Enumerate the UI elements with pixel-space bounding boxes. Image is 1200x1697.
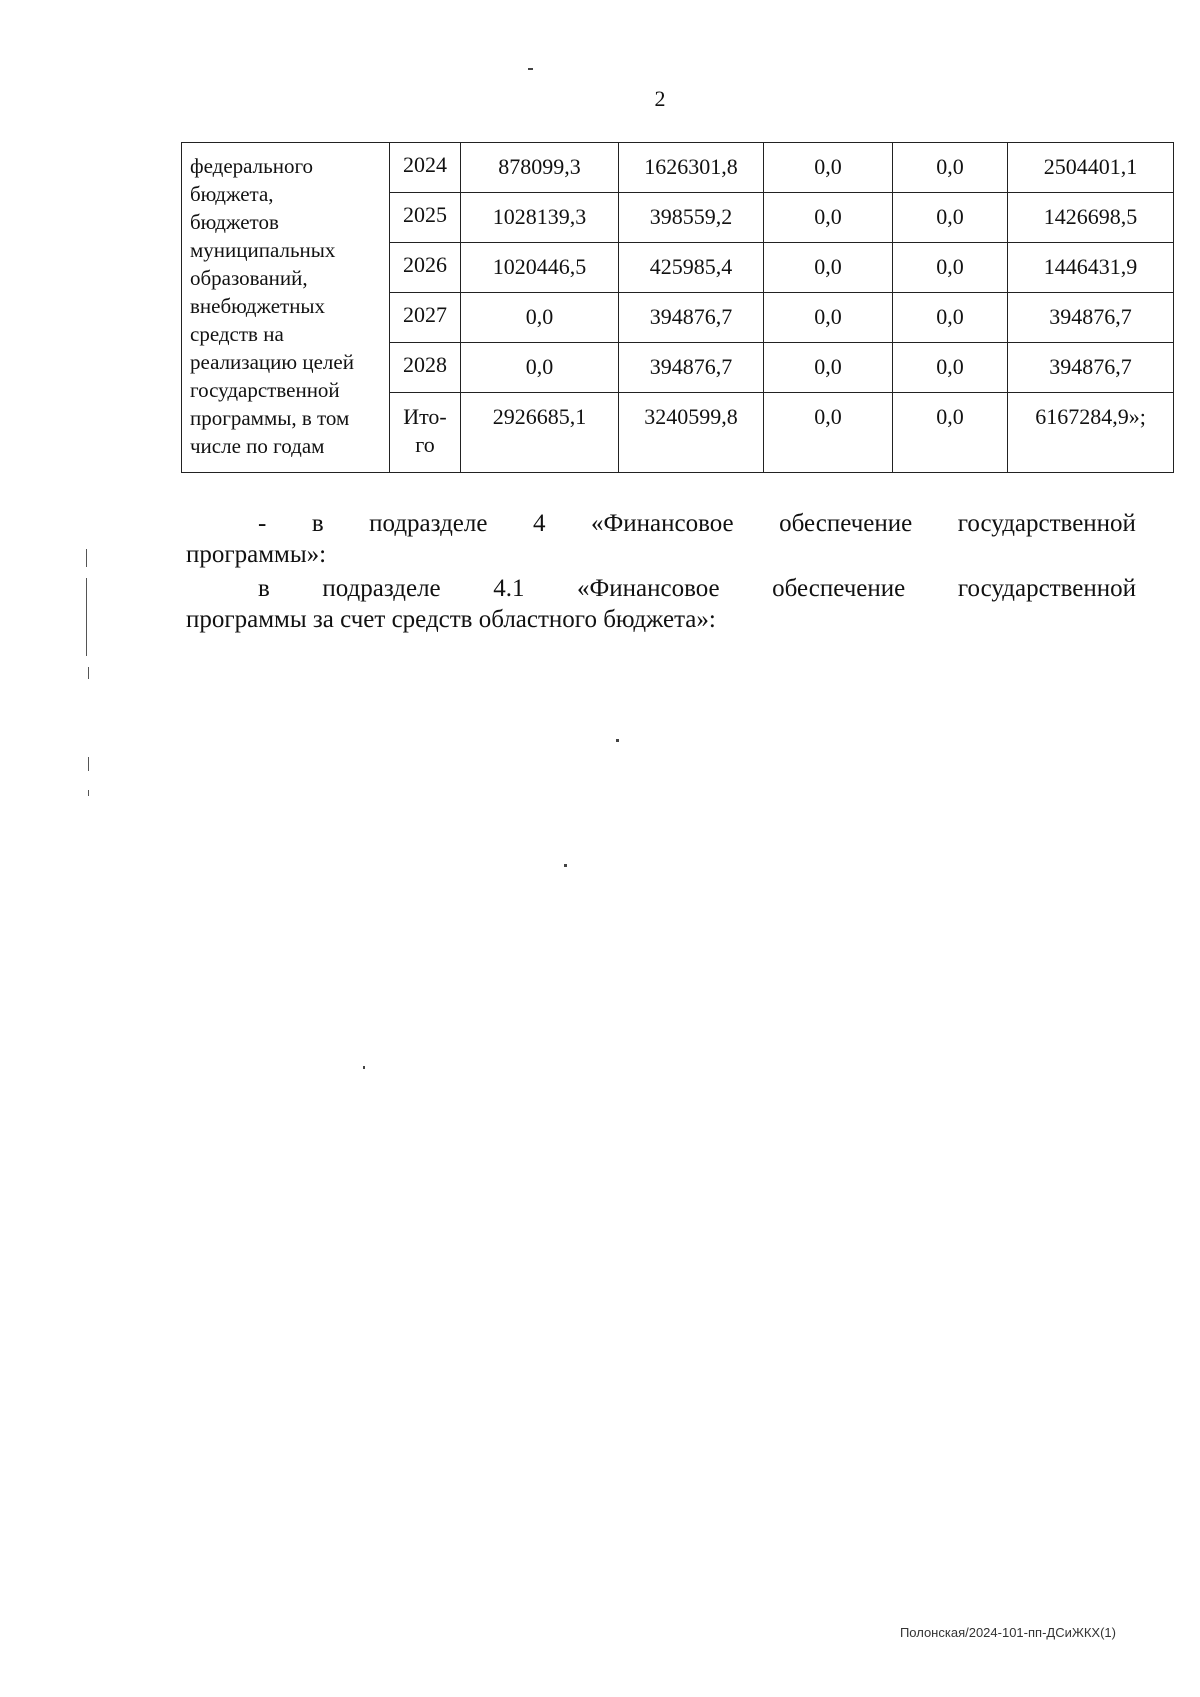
scan-speck [528, 68, 533, 70]
word: в [258, 575, 270, 602]
value-cell: 0,0 [764, 143, 893, 193]
total-value-cell: 6167284,9»; [1008, 393, 1174, 473]
year-cell: 2028 [390, 343, 461, 393]
value-cell: 398559,2 [619, 193, 764, 243]
label-line: числе по годам [190, 434, 325, 458]
value-cell: 2504401,1 [1008, 143, 1174, 193]
label-line: бюджета, [190, 182, 274, 206]
total-value-cell: 2926685,1 [461, 393, 619, 473]
value-cell: 878099,3 [461, 143, 619, 193]
total-value-cell: 0,0 [893, 393, 1008, 473]
word: «Финансовое [577, 575, 720, 602]
label-line: средств на [190, 322, 284, 346]
value-cell: 394876,7 [619, 293, 764, 343]
word: государственной [957, 575, 1136, 602]
word: в [311, 510, 324, 537]
margin-mark [88, 757, 89, 771]
total-value-cell: 3240599,8 [619, 393, 764, 473]
table-row-label [182, 143, 390, 473]
word: «Финансовое [591, 510, 734, 537]
value-cell: 1446431,9 [1008, 243, 1174, 293]
page-number: 2 [654, 86, 666, 111]
paragraph-line: программы»: [186, 541, 327, 568]
year-cell: 2025 [390, 193, 461, 243]
value-cell: 0,0 [893, 143, 1008, 193]
label-line: внебюджетных [190, 294, 326, 318]
value-cell: 1020446,5 [461, 243, 619, 293]
margin-mark [88, 667, 89, 679]
scan-speck [363, 1066, 365, 1069]
word: 4.1 [493, 575, 525, 602]
value-cell: 0,0 [764, 243, 893, 293]
scan-speck [616, 739, 619, 742]
value-cell: 0,0 [893, 243, 1008, 293]
word: - [258, 510, 267, 537]
total-label-line: Ито- [403, 404, 447, 429]
value-cell: 0,0 [893, 293, 1008, 343]
margin-mark [86, 549, 87, 567]
year-cell: 2027 [390, 293, 461, 343]
total-value-cell: 0,0 [764, 393, 893, 473]
value-cell: 394876,7 [619, 343, 764, 393]
label-line: федерального [190, 154, 314, 178]
paragraph-line [186, 573, 1136, 604]
budget-table [181, 142, 1174, 473]
footer-reference: Полонская/2024-101-пп-ДСиЖКХ(1) [899, 1625, 1116, 1640]
total-label-line: го [415, 432, 435, 457]
label-line: бюджетов [190, 210, 279, 234]
paragraph-line: программы за счет средств областного бюджета»: [186, 606, 716, 633]
value-cell: 0,0 [764, 343, 893, 393]
table-row [182, 143, 1174, 193]
year-cell: 2026 [390, 243, 461, 293]
year-cell: 2024 [390, 143, 461, 193]
scan-speck [564, 864, 567, 867]
value-cell: 425985,4 [619, 243, 764, 293]
label-line: реализацию целей [190, 350, 354, 374]
value-cell: 0,0 [461, 293, 619, 343]
value-cell: 0,0 [893, 193, 1008, 243]
value-cell: 1626301,8 [619, 143, 764, 193]
label-line: муниципальных [190, 238, 336, 262]
word: 4 [532, 510, 546, 537]
value-cell: 0,0 [764, 293, 893, 343]
value-cell: 394876,7 [1008, 343, 1174, 393]
value-cell: 0,0 [764, 193, 893, 243]
value-cell: 0,0 [461, 343, 619, 393]
word: государственной [957, 510, 1136, 537]
margin-mark [88, 790, 89, 796]
label-line: программы, в том [190, 406, 350, 430]
paragraph-subsection-4 [186, 508, 1136, 570]
paragraph-subsection-4-1 [186, 573, 1136, 635]
value-cell: 1028139,3 [461, 193, 619, 243]
value-cell: 394876,7 [1008, 293, 1174, 343]
value-cell: 1426698,5 [1008, 193, 1174, 243]
label-line: государственной [190, 378, 340, 402]
year-cell-total [390, 393, 461, 473]
word: подразделе [322, 575, 441, 602]
paragraph-line [186, 508, 1136, 539]
word: подразделе [369, 510, 488, 537]
value-cell: 0,0 [893, 343, 1008, 393]
word: обеспечение [779, 510, 913, 537]
word: обеспечение [772, 575, 906, 602]
margin-mark [86, 578, 87, 656]
label-line: образований, [190, 266, 308, 290]
